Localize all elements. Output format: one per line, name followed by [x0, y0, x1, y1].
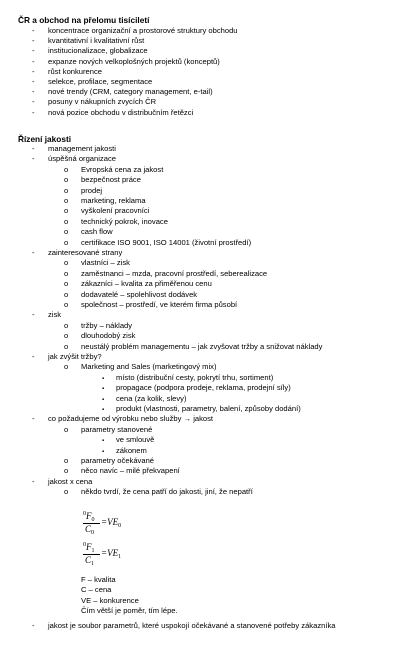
list-item: růst konkurence: [48, 66, 103, 76]
list-item: posuny v nákupních zvycích ČR: [48, 97, 157, 107]
bullet-marker: -: [32, 36, 35, 46]
list-item: tržby – náklady: [81, 320, 133, 330]
list-item: zákazníci – kvalita za přiměřenou cenu: [81, 279, 212, 289]
section-heading: ČR a obchod na přelomu tisíciletí: [18, 15, 150, 25]
bullet-marker: o: [64, 216, 69, 226]
bullet-marker: -: [32, 56, 35, 66]
bullet-marker: o: [64, 175, 69, 185]
list-item: nové trendy (CRM, category management, e-tail): [48, 87, 213, 97]
list-item: jakost x cena: [48, 476, 93, 486]
bullet-marker: o: [64, 466, 69, 476]
legend-line: F – kvalita: [81, 575, 116, 584]
list-item: někdo tvrdí, že cena patří do jakosti, jiní, že nepatří: [81, 487, 253, 497]
list-item: certifikace ISO 9001, ISO 14001 (životní prostředí): [81, 237, 252, 247]
bullet-marker: o: [64, 164, 69, 174]
bullet-marker: o: [64, 320, 69, 330]
list-item: Evropská cena za jakost: [81, 164, 164, 174]
legend-line: C – cena: [81, 585, 112, 594]
list-item: úspěšná organizace: [48, 154, 116, 164]
list-item: jakost je soubor parametrů, které uspokojí očekávané a stanovené potřeby zákazníka: [48, 621, 336, 630]
list-item: marketing, reklama: [81, 196, 146, 205]
bullet-marker: o: [64, 206, 69, 216]
bullet-marker: o: [64, 268, 69, 278]
bullet-marker: ▪: [102, 375, 105, 382]
list-item: neustálý problém managementu – jak zvyšovat tržby a snižovat náklady: [81, 341, 323, 351]
list-item: Marketing and Sales (marketingový mix): [81, 362, 217, 372]
list-item: produkt (vlastnosti, parametry, balení, způsoby dodání): [116, 404, 301, 413]
bullet-marker: o: [64, 237, 69, 247]
list-item: společnost – prostředí, ve kterém firma působí: [81, 300, 238, 309]
bullet-marker: -: [32, 621, 35, 630]
bullet-marker: -: [32, 144, 35, 153]
bullet-marker: -: [32, 310, 35, 320]
document-page: ČR a obchod na přelomu tisíciletí - koncentrace organizační a prostorové struktury obchodu - kvantitativní i kvalitativní růst - institucionalizace, globalizace - expanze nových velkoplošných projektů (konceptů) - růst konkurence - selekce, profilace, segmentace - nové trendy (CRM, category management, e-tail) - posuny v nákupních zvycích ČR - nová pozice obchodu v distribučním řetězci Řízení jakosti - management jakosti - úspěšná organizace o Evropská cena za jakost o bezpečnost práce o prodej o marketing, reklama o vyškolení pracovníci o technický pokrok, inovace o cash flow o certifikace ISO 9001, ISO 14001 (životní prostředí) - zainteresované strany o vlastníci – zisk o zaměstnanci – mzda, pracovní prostředí, seberealizace o zákazníci – kvalita za přiměřenou cenu o dodavatelé – spolehlivost dodávek o společnost – prostředí, ve kterém firma působí - zisk o tržby – náklady o dlouhodobý zisk o neustálý problém managementu – jak zvyšovat tržby a snižovat náklady - jak zvýšit tržby? o Marketing and Sales (marketingový mix) ▪ místo (distribuční cesty, pokrytí trhu, sortiment) ▪ propagace (podpora prodeje, reklama, prodejní síly) ▪ cena (za kolik, slevy) ▪ produkt (vlastnosti, parametry, balení, způsoby dodání) - co požadujeme od výrobku nebo služby → jakost o parametry stanovené ▪ ve smlouvě ▪ zákonem o parametry očekávané o něco navíc – milé překvapení - jakost x cena o někdo tvrdí, že cena patří do jakosti, jiní, že nepatří - jakost je soubor parametrů, které uspokojí očekávané a stanovené potřeby zákazníka $^0F_0$ $C_0$ $=VE_0$ $^0F_1$ $C_1$ $=VE_1$ F – kvalita C – cena VE – konkurence Čím větší je poměr, tím lépe.: [18, 15, 336, 630]
bullet-marker: -: [32, 26, 35, 35]
legend-line: VE – konkurence: [81, 596, 139, 605]
list-item: zákonem: [116, 445, 147, 455]
list-item: kvantitativní i kvalitativní růst: [48, 36, 145, 46]
list-item: zisk: [48, 310, 62, 320]
list-item: jak zvýšit tržby?: [48, 352, 102, 361]
bullet-marker: o: [64, 279, 69, 289]
bullet-marker: o: [64, 424, 69, 434]
bullet-marker: -: [32, 77, 35, 86]
list-item: vlastníci – zisk: [81, 258, 130, 268]
bullet-marker: ▪: [102, 386, 105, 393]
list-item: co požadujeme od výrobku nebo služby → jakost: [48, 414, 214, 424]
list-item: management jakosti: [48, 144, 116, 153]
bullet-marker: -: [32, 414, 35, 424]
bullet-marker: ▪: [102, 448, 105, 455]
bullet-marker: o: [64, 196, 69, 205]
bullet-marker: o: [64, 258, 69, 268]
bullet-marker: ▪: [102, 438, 105, 445]
list-item: koncentrace organizační a prostorové struktury obchodu: [48, 26, 238, 35]
bullet-marker: -: [32, 154, 35, 164]
bullet-marker: -: [32, 248, 35, 257]
bullet-marker: o: [64, 300, 69, 309]
list-item: zainteresované strany: [48, 248, 123, 257]
list-item: zaměstnanci – mzda, pracovní prostředí, seberealizace: [81, 268, 268, 278]
list-item: prodej: [81, 185, 103, 195]
bullet-marker: o: [64, 362, 69, 372]
bullet-marker: o: [64, 227, 69, 237]
list-item: parametry stanovené: [81, 424, 153, 434]
bullet-marker: o: [64, 487, 69, 497]
list-item: parametry očekávané: [81, 456, 155, 465]
list-item: nová pozice obchodu v distribučním řetězci: [48, 107, 194, 117]
list-item: dodavatelé – spolehlivost dodávek: [81, 289, 198, 299]
legend-line: Čím větší je poměr, tím lépe.: [81, 606, 178, 615]
bullet-marker: -: [32, 352, 35, 361]
list-item: vyškolení pracovníci: [81, 206, 150, 216]
list-item: technický pokrok, inovace: [81, 216, 168, 226]
list-item: selekce, profilace, segmentace: [48, 77, 153, 86]
bullet-marker: -: [32, 46, 35, 56]
list-item: cash flow: [81, 227, 113, 237]
bullet-marker: o: [64, 456, 69, 465]
bullet-marker: -: [32, 476, 35, 486]
list-item: propagace (podpora prodeje, reklama, prodejní síly): [116, 383, 291, 393]
list-item: něco navíc – milé překvapení: [81, 466, 180, 476]
bullet-marker: ▪: [102, 407, 105, 413]
list-item: expanze nových velkoplošných projektů (konceptů): [48, 56, 220, 66]
list-item: bezpečnost práce: [81, 175, 141, 185]
bullet-marker: ▪: [102, 396, 105, 403]
bullet-marker: -: [32, 87, 35, 97]
bullet-marker: o: [64, 185, 69, 195]
bullet-marker: -: [32, 107, 35, 117]
bullet-marker: o: [64, 341, 69, 351]
bullet-marker: -: [32, 66, 35, 76]
list-item: cena (za kolik, slevy): [116, 393, 187, 403]
list-item: ve smlouvě: [116, 435, 155, 445]
bullet-marker: o: [64, 331, 69, 341]
list-item: institucionalizace, globalizace: [48, 46, 148, 56]
section-heading: Řízení jakosti: [18, 134, 72, 144]
bullet-marker: -: [32, 97, 35, 107]
bullet-marker: o: [64, 289, 69, 299]
list-item: místo (distribuční cesty, pokrytí trhu, sortiment): [116, 372, 274, 382]
list-item: dlouhodobý zisk: [81, 331, 136, 341]
